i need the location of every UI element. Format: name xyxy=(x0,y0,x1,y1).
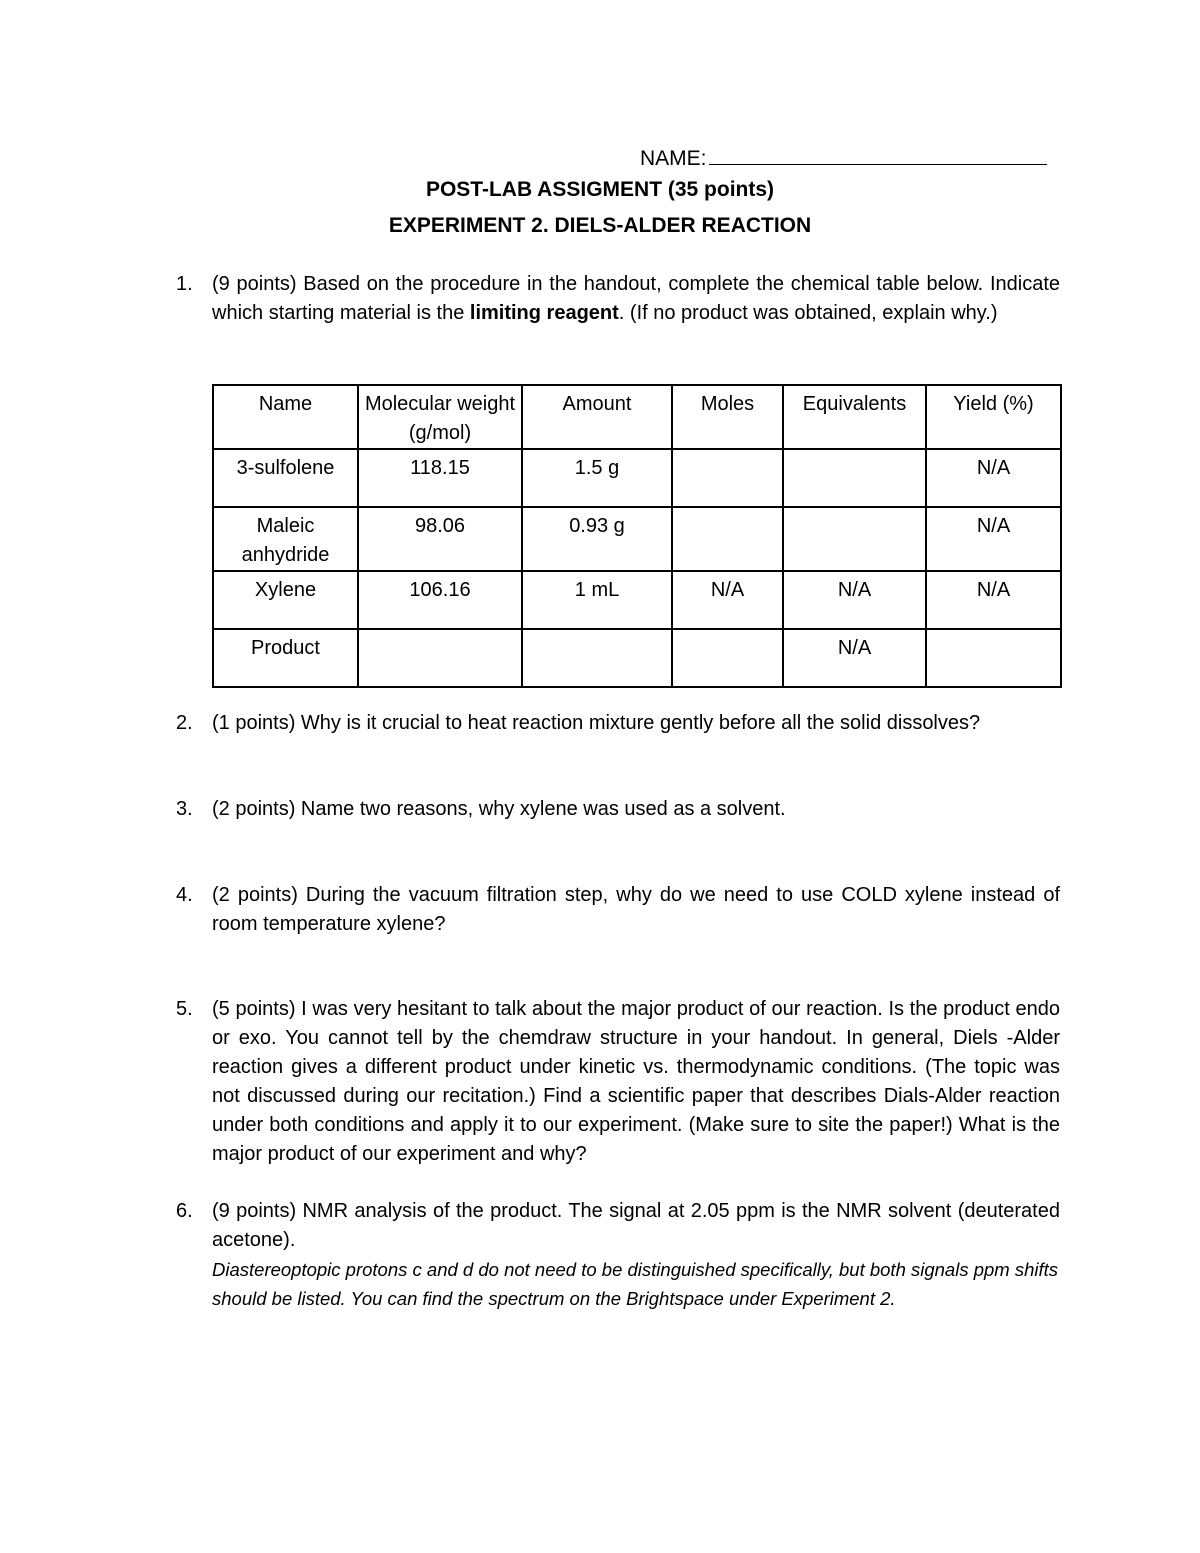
name-label: NAME: xyxy=(640,147,707,170)
table-cell[interactable] xyxy=(672,629,783,687)
table-row xyxy=(213,449,1061,507)
table-cell: N/A xyxy=(926,507,1061,571)
table-cell: 3-sulfolene xyxy=(213,449,358,507)
question-6 xyxy=(176,1197,1060,1313)
table-cell[interactable] xyxy=(672,507,783,571)
question-text: (1 points) Why is it crucial to heat reaction mixture gently before all the solid dissolves? xyxy=(212,712,981,734)
question-number: 3. xyxy=(176,798,193,820)
question-1 xyxy=(176,270,1060,328)
question-text: (2 points) Name two reasons, why xylene was used as a solvent. xyxy=(212,798,786,820)
question-text: (9 points) Based on the procedure in the handout, complete the chemical table below. Indicate which starting material is the limiting reagent. (If no product was obtained, explain why.) xyxy=(212,273,1060,324)
table-cell: N/A xyxy=(926,571,1061,629)
header-cell: Moles xyxy=(672,385,783,449)
question-text: (5 points) I was very hesitant to talk about the major product of our reaction. Is the product endo or exo. You cannot tell by the chemdraw structure in your handout. In general, Diels -Alder reaction gives a different product under kinetic vs. thermodynamic conditions. (The topic was not discussed during our recitation.) Find a scientific paper that describes Dials-Alder reaction under both conditions and apply it to our experiment. (Make sure to site the paper!) What is the major product of our experiment and why? xyxy=(212,998,1060,1165)
table-cell: Product xyxy=(213,629,358,687)
question-3 xyxy=(176,795,1060,824)
table-cell[interactable] xyxy=(672,449,783,507)
question-number: 5. xyxy=(176,998,193,1020)
question-number: 4. xyxy=(176,884,193,906)
table-cell: N/A xyxy=(926,449,1061,507)
table-cell[interactable] xyxy=(783,449,926,507)
italic-note: Diastereoptopic protons c and d do not need to be distinguished specifically, but both signals ppm shifts should be listed. You can find the spectrum on the Brightspace under Experiment 2. xyxy=(212,1259,1059,1309)
header-cell: Amount xyxy=(522,385,672,449)
limiting-reagent-bold: limiting reagent xyxy=(469,302,619,324)
table-cell[interactable] xyxy=(522,629,672,687)
question-number: 2. xyxy=(176,712,193,734)
experiment-title: EXPERIMENT 2. DIELS-ALDER REACTION xyxy=(388,214,812,237)
header-cell: Molecular weight (g/mol) xyxy=(358,385,522,449)
chemical-table xyxy=(212,384,1062,688)
table-cell: 118.15 xyxy=(358,449,522,507)
table-cell: Xylene xyxy=(213,571,358,629)
question-text: (2 points) During the vacuum filtration step, why do we need to use COLD xylene instead of room temperature xylene? xyxy=(212,884,1060,935)
question-4 xyxy=(176,881,1060,939)
table-cell: N/A xyxy=(783,571,926,629)
name-blank-line[interactable] xyxy=(709,144,1047,165)
table-cell: 1.5 g xyxy=(522,449,672,507)
question-text: (9 points) NMR analysis of the product. The signal at 2.05 ppm is the NMR solvent (deuterated acetone). xyxy=(212,1200,1060,1251)
header-cell: Yield (%) xyxy=(926,385,1061,449)
question-number: 6. xyxy=(176,1200,193,1222)
question-2 xyxy=(176,709,1060,738)
table-row xyxy=(213,571,1061,629)
table-cell[interactable] xyxy=(358,629,522,687)
name-field xyxy=(640,144,1047,171)
table-cell: 0.93 g xyxy=(522,507,672,571)
table-header-row xyxy=(213,385,1061,449)
table-cell: 98.06 xyxy=(358,507,522,571)
table-cell: Maleic anhydride xyxy=(213,507,358,571)
header-cell: Name xyxy=(213,385,358,449)
table-cell: 106.16 xyxy=(358,571,522,629)
table-row xyxy=(213,629,1061,687)
question-5 xyxy=(176,995,1060,1169)
table-cell: N/A xyxy=(783,629,926,687)
table-cell[interactable] xyxy=(926,629,1061,687)
header-cell: Equivalents xyxy=(783,385,926,449)
table-cell: 1 mL xyxy=(522,571,672,629)
assignment-title: POST-LAB ASSIGMENT (35 points) xyxy=(425,178,775,201)
table-cell: N/A xyxy=(672,571,783,629)
table-cell[interactable] xyxy=(783,507,926,571)
table-row xyxy=(213,507,1061,571)
question-number: 1. xyxy=(176,273,193,295)
